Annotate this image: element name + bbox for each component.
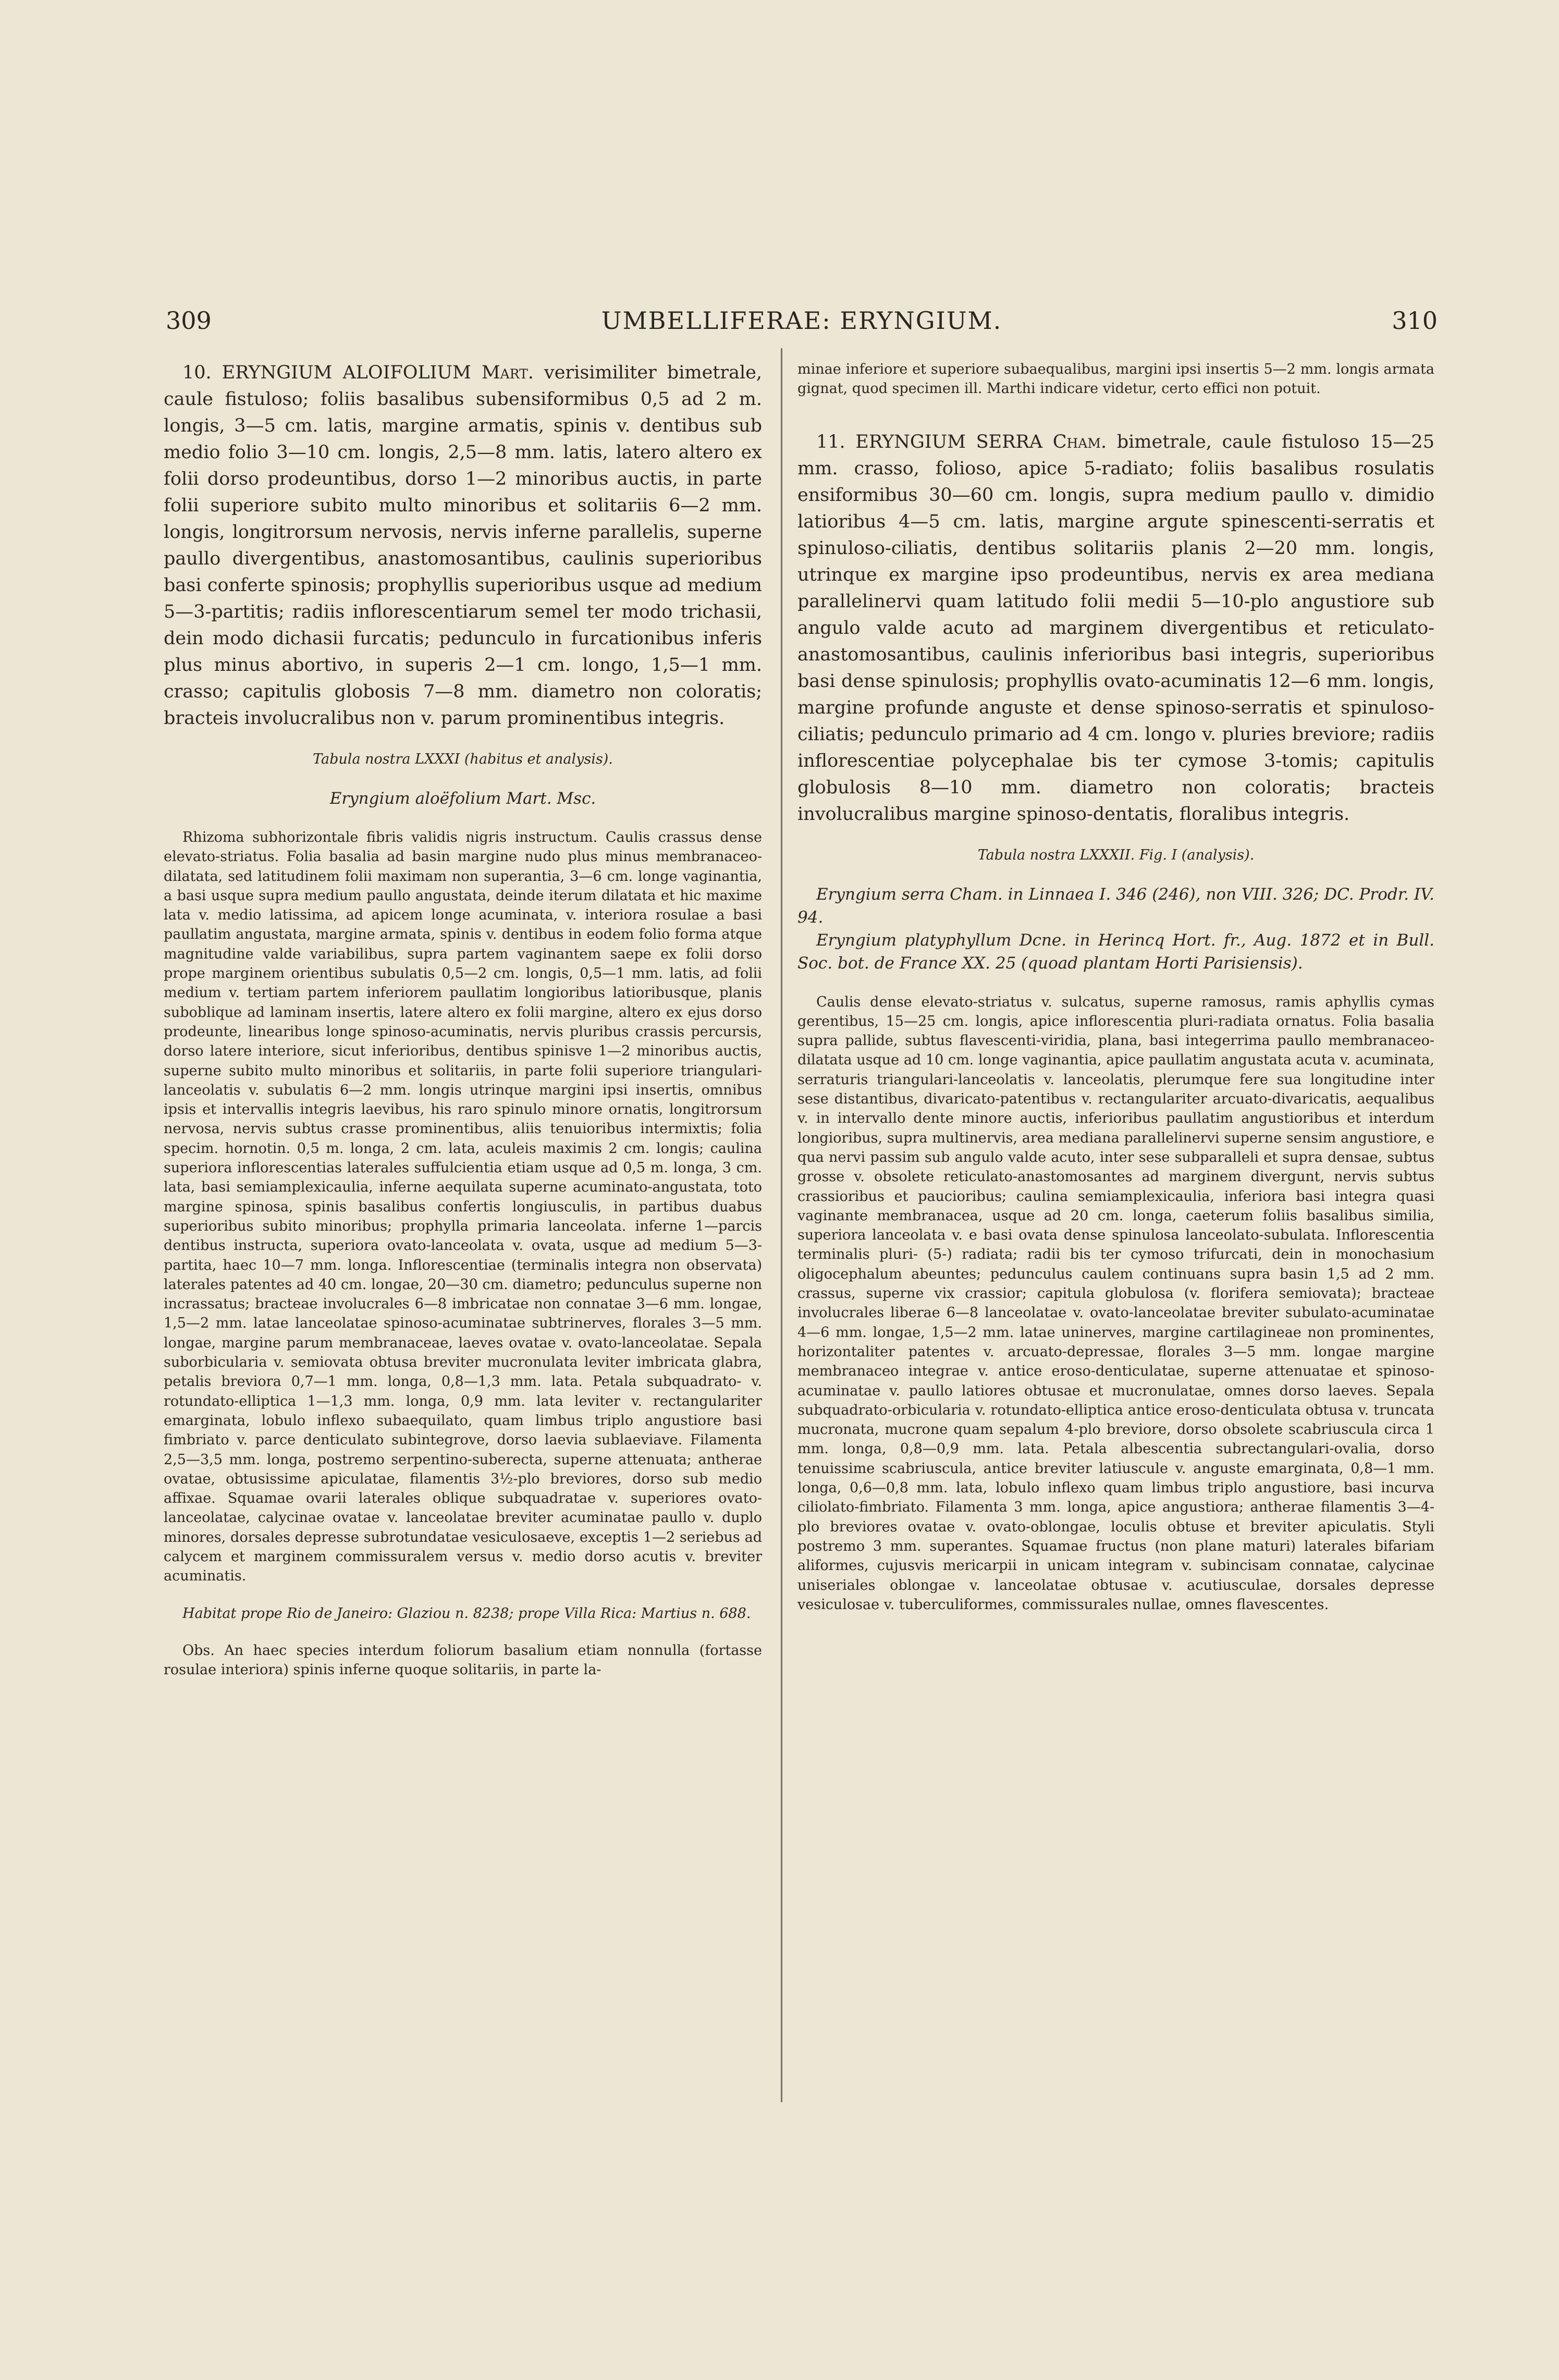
species-10-full-description: Rhizoma subhorizontale fibris validis nigris instructum. Caulis crassus dense elevato-striatus. Folia basalia ad basin margine nudo plus minus membranaceo-dilatata, sed latitudinem folii maximam non superantia, 3—6 cm. longe vaginantia, a basi usque supra medium paullo angustata, deinde iterum dilatata et hic maxime lata v. medio latissima, ad apicem longe acuminata, v. interiora rosulae a basi paullatim angustata, margine armata, spinis v. dentibus in eodem folio forma atque magnitudine valde variabilibus, supra partem vaginantem saepe ex folii dorso prope marginem orientibus subulatis 0,5—2 cm. longis, 0,5—1 mm. latis, ad folii medium v. tertiam partem inferiorem paullatim longioribus latioribusque, planis suboblique ad laminam insertis, latere altero ex folii margine, altero ex ejus dorso prodeunte, linearibus longe spinoso-acuminatis, nervis pluribus crassis percursis, dorso latere interiore, sicut inferioribus, dentibus spinisve 1—2 minoribus auctis, superne subito multo minoribus et solitariis, in parte folii superiore triangulari-lanceolatis v. subulatis 6—2 mm. longis utrinque margini ipsi insertis, omnibus ipsis et intervallis integris laevibus, his raro spinulo minore ornatis, longitrorsum nervosa, nervis subtus crasse prominentibus, aliis tenuioribus intermixtis; folia specim. hornotin. 0,5 m. longa, 2 cm. lata, aculeis maximis 2 cm. longis; caulina superiora inflorescentias laterales suffulcientia etiam usque ad 0,5 m. longa, 3 cm. lata, basi semiamplexicaulia, inferne aequilata superne acuminato-angustata, toto margine spinosa, spinis basalibus confertis longiusculis, in partibus duabus superioribus subito minoribus; prophylla primaria lanceolata. inferne 1—parcis dentibus instructa, superiora ovato-lanceolata v. ovata, usque ad medium 5—3-partita, haec 10—7 mm. longa. Inflorescentiae (terminalis integra non observata) laterales patentes ad 40 cm. longae, 20—30 cm. diametro; pedunculus superne non incrassatus; bracteae involucrales 6—8 imbricatae non connatae 3—6 mm. longae, 1,5—2 mm. latae lanceolatae spinoso-acuminatae subtrinerves, florales 3—5 mm. longae, margine parum membranaceae, laeves ovatae v. ovato-lanceolatae. Sepala suborbicularia v. semiovata obtusa breviter mucronulata leviter imbricata glabra, petalis breviora 0,7—1 mm. longa, 0,8—1,3 mm. lata. Petala subquadrato- v. rotundato-elliptica 1—1,3 mm. longa, 0,9 mm. lata leviter v. rectangulariter emarginata, lobulo inflexo subaequilato, quam limbus triplo angustiore basi fimbriato v. parce denticulato subintegrove, dorso laevia sublaeviave. Filamenta 2,5—3,5 mm. longa, postremo serpentino-suberecta, superne attenuata; antherae ovatae, obtusissime apiculatae, filamentis 3½-plo breviores, dorso sub medio affixae. Squamae ovarii laterales oblique subquadratae v. superiores ovato-lanceolatae, calycinae ovatae v. lanceolatae breviter acuminatae paullo v. duplo minores, dorsales depresse subrotundatae vesiculosaeve, exceptis 1—2 seriebus ad calycem et marginem commissuralem versus v. medio dorso acutis v. breviter acuminatis.: [164, 829, 762, 1585]
species-10-description: verisimiliter bimetrale, caule fistuloso; foliis basalibus subensiformibus 0,5 ad 2 m. longis, 3—5 cm. latis, margine armatis, spinis v. dentibus sub medio folio 3—10 cm. longis, 2,5—8 mm. latis, latero altero ex folii dorso prodeuntibus, dorso 1—2 minoribus auctis, in parte folii superiore subito multo minoribus et solitariis 6—2 mm. longis, longitrorsum nervosis, nervis inferne parallelis, superne paullo divergentibus, anastomosantibus, caulinis superioribus basi conferte spinosis; prophyllis superioribus usque ad medium 5—3-partitis; radiis inflorescentiarum semel ter modo trichasii, dein modo dichasii furcatis; pedunculo in furcationibus inferis plus minus abortivo, in superis 2—1 cm. longo, 1,5—1 mm. crasso; capitulis globosis 7—8 mm. diametro non coloratis; bracteis involucralibus non v. parum prominentibus integris.: [164, 362, 762, 729]
species-11-heading: 11. ERYNGIUM SERRA Cham.: [816, 431, 1107, 452]
page-number-right: 310: [1392, 306, 1438, 335]
species-11-description: bimetrale, caule fistuloso 15—25 mm. crasso, folioso, apice 5-radiato; foliis basalibus rosulatis ensiformibus 30—60 cm. longis, supra medium paullo v. dimidio latioribus 4—5 cm. latis, margine argute spinescenti-serratis et spinuloso-ciliatis, dentibus solitariis planis 2—20 mm. longis, utrinque ex margine ipso prodeuntibus, nervis ex area mediana parallelinervi quam latitudo folii medii 5—10-plo angustiore sub angulo valde acuto ad marginem divergentibus et reticulato-anastomosantibus, caulinis inferioribus basi integris, superioribus basi dense spinulosis; prophyllis ovato-acuminatis 12—6 mm. longis, margine profunde anguste et dense spinoso-serratis et spinuloso-ciliatis; pedunculo primario ad 4 cm. longo v. pluries breviore; radiis inflorescentiae polycephalae bis ter cymose 3-tomis; capitulis globulosis 8—10 mm. diametro non coloratis; bracteis involucralibus margine spinoso-dentatis, floralibus integris.: [797, 431, 1434, 825]
page-number-left: 309: [166, 306, 212, 335]
observation-10: Obs. An haec species interdum foliorum basalium etiam nonnulla (fortasse rosulae interiora) spinis inferne quoque solitariis, in parte la-: [164, 1642, 762, 1678]
species-10-heading: 10. ERYNGIUM ALOIFOLIUM Mart.: [182, 362, 534, 383]
running-title: UMBELLIFERAE: ERYNGIUM.: [601, 306, 1002, 335]
habitat-10: Habitat prope Rio de Janeiro: Glaziou n. 8238; prope Villa Rica: Martius n. 688.: [182, 1605, 751, 1622]
synonym-11-b: Eryngium platyphyllum Dcne. in Herincq Hort. fr., Aug. 1872 et in Bull. Soc. bot. de France XX. 25 (quoad plantam Horti Parisiensis).: [797, 930, 1434, 973]
page-header: [166, 306, 1438, 343]
column-divider: [781, 348, 782, 2102]
synonym-10: Eryngium aloëfolium Mart. Msc.: [329, 789, 596, 808]
synonym-11-a: Eryngium serra Cham. in Linnaea I. 346 (246), non VIII. 326; DC. Prodr. IV. 94.: [797, 885, 1434, 927]
right-column: [797, 360, 1434, 1614]
species-10-diagnosis: [164, 360, 762, 732]
observation-10-continuation: minae inferiore et superiore subaequalibus, margini ipsi insertis 5—2 mm. longis armata gignat, quod specimen ill. Marthi indicare videtur, certo effici non potuit.: [797, 361, 1434, 397]
tabula-reference-11: Tabula nostra LXXXII. Fig. I (analysis).: [977, 847, 1255, 863]
species-11-diagnosis: [797, 429, 1434, 828]
tabula-reference-10: Tabula nostra LXXXI (habitus et analysis).: [313, 751, 613, 767]
species-11-full-description: Caulis dense elevato-striatus v. sulcatus, superne ramosus, ramis aphyllis cymas gerentibus, 15—25 cm. longis, apice inflorescentia pluri-radiata ornatus. Folia basalia supra pallide, subtus flavescenti-viridia, plana, basi integerrima paullo membranaceo-dilatata usque ad 10 cm. longe vaginantia, apice paullatim angustata acuta v. acuminata, serraturis triangulari-lanceolatis v. lanceolatis, plerumque fere sua longitudine inter sese distantibus, divaricato-patentibus v. rectangulariter arcuato-divaricatis, aequalibus v. in intervallo dente minore auctis, inferioribus paullatim angustioribus et interdum longioribus, supra multinervis, area mediana parallelinervi superne sensim angustiore, e qua nervi passim sub angulo valde acuto, inter sese subparalleli et supra densae, subtus grosse v. obsolete reticulato-anastomosantes ad marginem divergunt, nervis subtus crassioribus et paucioribus; caulina semiamplexicaulia, inferiora basi integra quasi vaginante membranacea, usque ad 20 cm. longa, caeterum foliis basalibus similia, superiora lanceolata v. e basi ovata dense spinulosa lanceolato-subulata. Inflorescentia terminalis pluri- (5-) radiata; radii bis ter cymoso trifurcati, dein in monochasium oligocephalum abeuntes; pedunculus caulem continuans supra basin 1,5 ad 2 mm. crassus, superne vix crassior; capitula globulosa (v. florifera semiovata); bracteae involucrales liberae 6—8 lanceolatae v. ovato-lanceolatae breviter subulato-acuminatae 4—6 mm. longae, 1,5—2 mm. latae uninerves, margine cartilagineae non prominentes, horizontaliter patentes v. arcuato-depressae, florales 3—5 mm. longae margine membranaceo integrae v. antice eroso-denticulatae, superne attenuatae et spinoso-acuminatae v. paullo latiores obtusae et mucronulatae, omnes dorso laeves. Sepala subquadrato-orbicularia v. rotundato-elliptica antice eroso-denticulata obtusa v. truncata mucronata, mucrone quam sepalum 4-plo breviore, dorso obsolete scabriuscula circa 1 mm. longa, 0,8—0,9 mm. lata. Petala albescentia subrectangulari-ovalia, dorso tenuissime scabriuscula, antice breviter latiuscule v. anguste emarginata, 0,8—1 mm. longa, 0,6—0,8 mm. lata, lobulo inflexo quam limbus triplo angustiore, basi incurva ciliolato-fimbriato. Filamenta 3 mm. longa, apice angustiora; antherae filamentis 3—4-plo breviores ovatae v. ovato-oblongae, loculis obtuse et breviter apiculatis. Styli postremo 3 mm. superantes. Squamae fructus (non plane maturi) laterales bifariam aliformes, cujusvis mericarpii in unicam integram v. subincisam connatae, calycinae uniseriales oblongae v. lanceolatae obtusae v. acutiusculae, dorsales depresse vesiculosae v. tuberculiformes, commissurales nullae, omnes flavescentes.: [797, 993, 1434, 1613]
left-column: [164, 360, 762, 1679]
